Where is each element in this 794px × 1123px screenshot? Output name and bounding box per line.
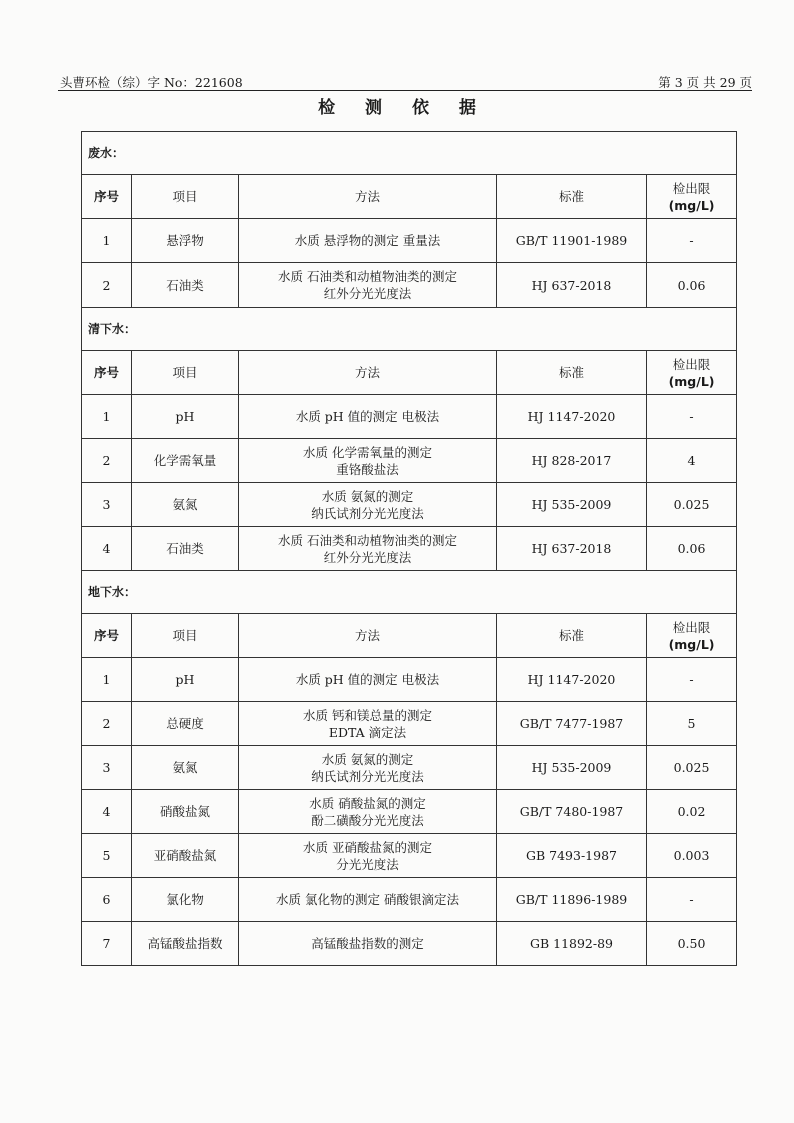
header-limit-label: 检出限 xyxy=(672,180,711,196)
method-line: 红外分光光度法 xyxy=(323,549,412,565)
row-method xyxy=(239,527,497,571)
row-method xyxy=(239,263,497,308)
table-row xyxy=(82,746,737,790)
doc-number: 头曹环检（综）字 No：221608 xyxy=(60,75,243,90)
row-limit: 0.50 xyxy=(647,922,737,966)
table-row xyxy=(82,263,737,308)
section-row xyxy=(82,308,737,351)
row-item: 化学需氧量 xyxy=(132,439,239,483)
header-limit-label: 检出限 xyxy=(672,356,711,372)
table-row xyxy=(82,483,737,527)
method-line: 水质 亚硝酸盐氮的测定 xyxy=(303,839,432,855)
page-header xyxy=(58,72,752,91)
row-standard: HJ 637-2018 xyxy=(497,263,647,308)
header-standard: 标准 xyxy=(497,175,647,219)
header-limit-label: 检出限 xyxy=(672,619,711,635)
row-limit: 0.06 xyxy=(647,263,737,308)
method-line: 水质 氨氮的测定 xyxy=(321,488,414,504)
row-standard: GB 11892-89 xyxy=(497,922,647,966)
row-standard: HJ 828-2017 xyxy=(497,439,647,483)
row-item: 悬浮物 xyxy=(132,219,239,263)
table-row xyxy=(82,702,737,746)
row-method xyxy=(239,483,497,527)
method-line: 水质 氨氮的测定 xyxy=(321,751,414,767)
row-method xyxy=(239,439,497,483)
row-standard: GB 7493-1987 xyxy=(497,834,647,878)
row-item: 高锰酸盐指数 xyxy=(132,922,239,966)
row-no: 1 xyxy=(82,219,132,263)
table-row xyxy=(82,834,737,878)
row-standard: GB/T 7477-1987 xyxy=(497,702,647,746)
row-limit: - xyxy=(647,219,737,263)
row-limit: 0.025 xyxy=(647,746,737,790)
page-info: 第 3 页 共 29 页 xyxy=(658,75,752,90)
row-limit: 0.003 xyxy=(647,834,737,878)
row-no: 3 xyxy=(82,746,132,790)
table-row xyxy=(82,395,737,439)
row-standard: GB/T 11896-1989 xyxy=(497,878,647,922)
row-standard: GB/T 7480-1987 xyxy=(497,790,647,834)
column-header-row xyxy=(82,175,737,219)
header-standard: 标准 xyxy=(497,614,647,658)
row-item: pH xyxy=(132,395,239,439)
method-line: 红外分光光度法 xyxy=(323,286,412,301)
row-item: 亚硝酸盐氮 xyxy=(132,834,239,878)
header-limit-unit: (mg/L) xyxy=(668,636,715,652)
row-method xyxy=(239,922,497,966)
row-limit: - xyxy=(647,658,737,702)
header-no: 序号 xyxy=(82,175,132,219)
table-row xyxy=(82,527,737,571)
method-line: 水质 化学需氧量的测定 xyxy=(303,444,432,460)
method-line: 水质 pH 值的测定 电极法 xyxy=(295,409,440,424)
row-limit: - xyxy=(647,878,737,922)
header-limit xyxy=(647,175,737,219)
header-method: 方法 xyxy=(239,614,497,658)
row-limit: 4 xyxy=(647,439,737,483)
column-header-row xyxy=(82,351,737,395)
row-limit: 0.06 xyxy=(647,527,737,571)
row-method xyxy=(239,658,497,702)
table-row xyxy=(82,439,737,483)
row-no: 7 xyxy=(82,922,132,966)
page-title: 检 测 依 据 xyxy=(318,98,488,118)
row-item: 石油类 xyxy=(132,527,239,571)
section-label: 地下水： xyxy=(82,571,737,614)
row-no: 2 xyxy=(82,439,132,483)
row-method xyxy=(239,878,497,922)
method-line: 水质 氯化物的测定 硝酸银滴定法 xyxy=(276,892,459,907)
header-no: 序号 xyxy=(82,351,132,395)
header-limit xyxy=(647,614,737,658)
method-line: 水质 石油类和动植物油类的测定 xyxy=(278,269,457,284)
row-no: 2 xyxy=(82,702,132,746)
row-limit: 5 xyxy=(647,702,737,746)
row-item: pH xyxy=(132,658,239,702)
table-row xyxy=(82,658,737,702)
testing-basis-table xyxy=(81,131,737,966)
header-limit xyxy=(647,351,737,395)
row-method xyxy=(239,219,497,263)
row-limit: - xyxy=(647,395,737,439)
row-method xyxy=(239,790,497,834)
table-row xyxy=(82,219,737,263)
method-line: 水质 钙和镁总量的测定 xyxy=(303,707,432,723)
row-standard: HJ 637-2018 xyxy=(497,527,647,571)
row-item: 氯化物 xyxy=(132,878,239,922)
row-method xyxy=(239,834,497,878)
section-row xyxy=(82,571,737,614)
row-item: 石油类 xyxy=(132,263,239,308)
row-no: 3 xyxy=(82,483,132,527)
column-header-row xyxy=(82,614,737,658)
row-no: 1 xyxy=(82,395,132,439)
row-method xyxy=(239,746,497,790)
section-label: 废水： xyxy=(82,132,737,175)
row-no: 6 xyxy=(82,878,132,922)
method-line: 高锰酸盐指数的测定 xyxy=(311,936,424,951)
method-line: 酚二磺酸分光光度法 xyxy=(311,812,424,828)
method-line: 水质 石油类和动植物油类的测定 xyxy=(278,532,457,548)
method-line: 水质 硝酸盐氮的测定 xyxy=(309,795,426,811)
row-item: 硝酸盐氮 xyxy=(132,790,239,834)
table-row xyxy=(82,922,737,966)
method-line: 水质 悬浮物的测定 重量法 xyxy=(294,233,441,248)
table-row xyxy=(82,790,737,834)
section-row xyxy=(82,132,737,175)
method-line: 纳氏试剂分光光度法 xyxy=(311,505,424,521)
header-method: 方法 xyxy=(239,351,497,395)
header-standard: 标准 xyxy=(497,351,647,395)
row-standard: HJ 1147-2020 xyxy=(497,658,647,702)
header-limit-unit: (mg/L) xyxy=(668,373,715,389)
method-line: 水质 pH 值的测定 电极法 xyxy=(295,672,440,687)
table-body xyxy=(82,132,737,966)
method-line: 纳氏试剂分光光度法 xyxy=(311,768,424,784)
table-row xyxy=(82,878,737,922)
row-standard: HJ 1147-2020 xyxy=(497,395,647,439)
row-method xyxy=(239,395,497,439)
row-limit: 0.02 xyxy=(647,790,737,834)
row-standard: HJ 535-2009 xyxy=(497,746,647,790)
row-no: 5 xyxy=(82,834,132,878)
method-line: 重铬酸盐法 xyxy=(336,461,399,477)
row-item: 总硬度 xyxy=(132,702,239,746)
row-standard: GB/T 11901-1989 xyxy=(497,219,647,263)
row-method xyxy=(239,702,497,746)
row-item: 氨氮 xyxy=(132,483,239,527)
method-line: 分光光度法 xyxy=(336,856,399,872)
row-limit: 0.025 xyxy=(647,483,737,527)
row-no: 4 xyxy=(82,790,132,834)
header-item: 项目 xyxy=(132,175,239,219)
row-no: 2 xyxy=(82,263,132,308)
header-no: 序号 xyxy=(82,614,132,658)
section-label: 清下水： xyxy=(82,308,737,351)
row-item: 氨氮 xyxy=(132,746,239,790)
row-standard: HJ 535-2009 xyxy=(497,483,647,527)
row-no: 4 xyxy=(82,527,132,571)
header-method: 方法 xyxy=(239,175,497,219)
method-line: EDTA 滴定法 xyxy=(328,724,407,740)
header-limit-unit: (mg/L) xyxy=(668,197,715,213)
header-item: 项目 xyxy=(132,351,239,395)
row-no: 1 xyxy=(82,658,132,702)
header-item: 项目 xyxy=(132,614,239,658)
